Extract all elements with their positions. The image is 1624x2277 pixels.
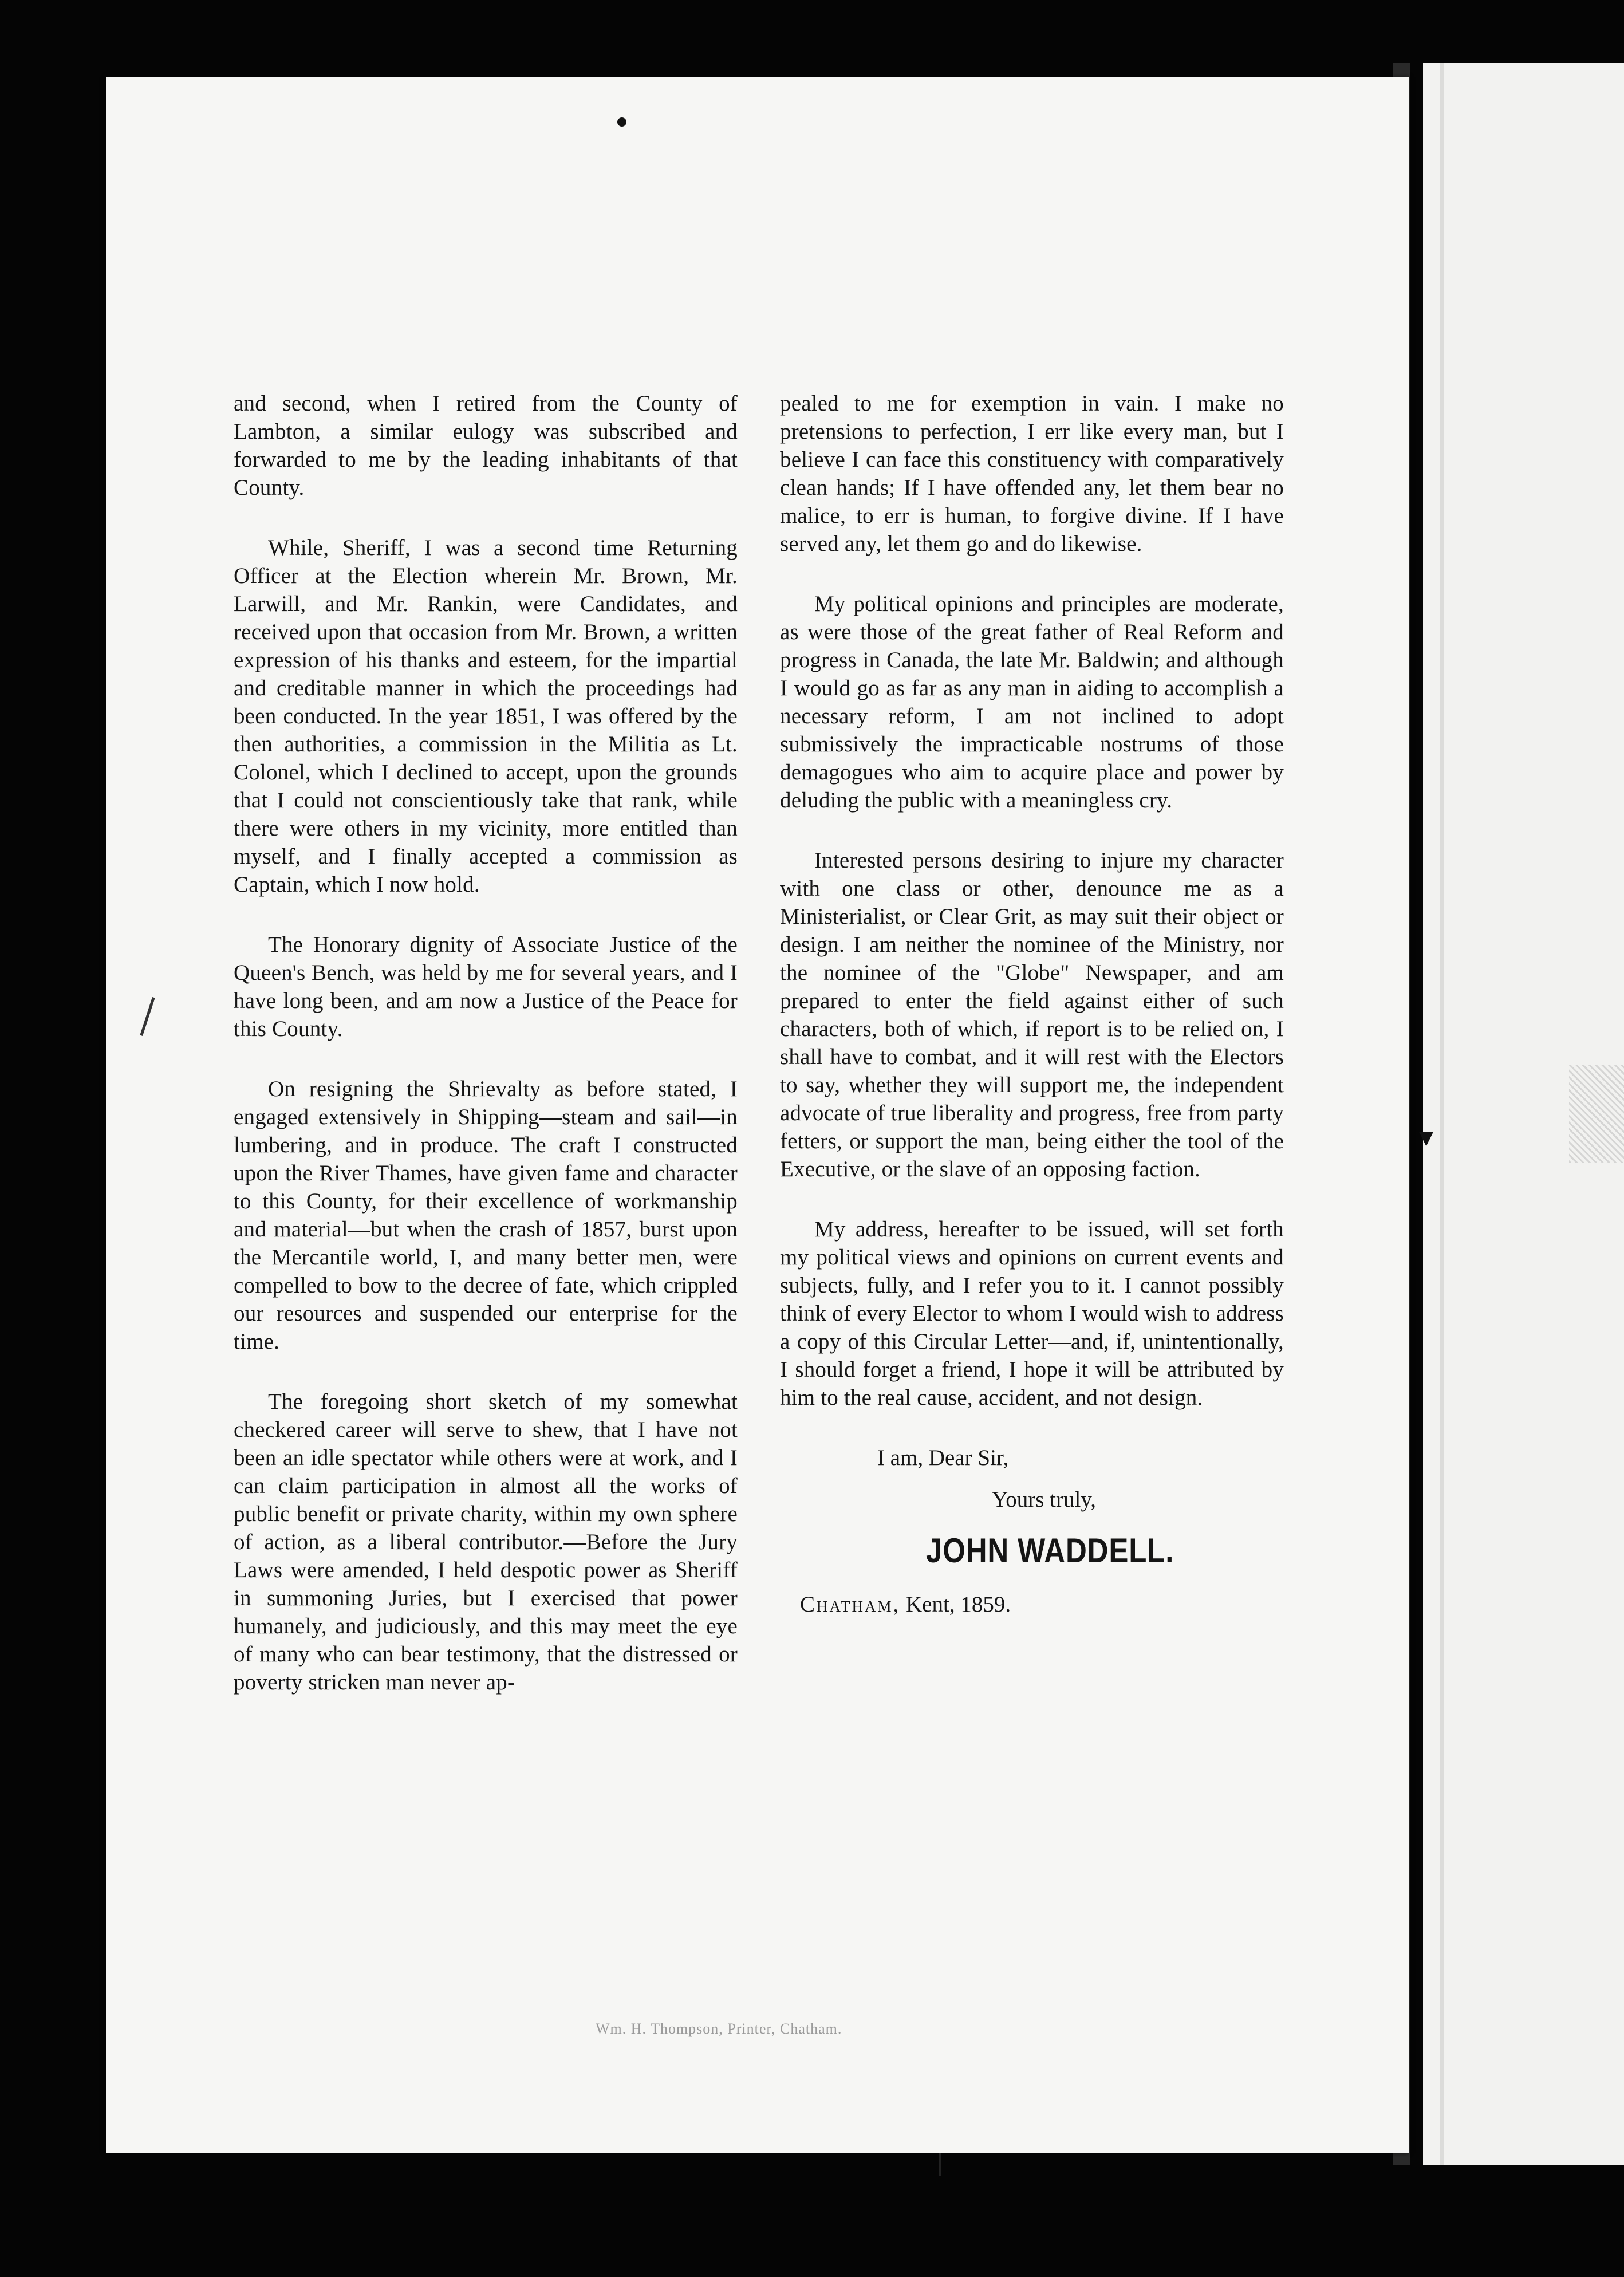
closing-salutation: I am, Dear Sir, <box>877 1445 1009 1470</box>
paragraph: The foregoing short sketch of my somewhat checkered career will serve to shew, that I have not been an idle spectator while others were at work, and I can claim participation in almost all the works of public benefit or private charity, within my own sphere of action, as a liberal contributor.—Before the Jury Laws were amended, I held despotic power as Sheriff in summoning Juries, but I exercised that power humanely, and judiciously, and this may meet the eye of many who can bear testimony, that the distressed or poverty stricken man never ap- <box>234 1389 738 1695</box>
paragraph: My political opinions and principles are moderate, as were those of the great father of Real Reform and progress in Canada, the late Mr. Baldwin; and although I would go as far as any man in aiding to accomplish a necessary reform, I am not inclined to adopt submissively the impracticable nostrums of those demagogues who aim to acquire place and power by deluding the public with a meaningless cry. <box>780 592 1284 813</box>
place-date: Kent, 1859. <box>900 1592 1011 1617</box>
paragraph: pealed to me for exemption in vain. I make no pretensions to perfection, I err like every man, but I believe I can face this constituency with comparatively clean hands; If I have offended any, let them bear no malice, to err is human, to forgive divine. If I have served any, let them go and do likewise. <box>780 391 1284 556</box>
adjacent-page-bleed <box>1569 1065 1624 1163</box>
left-text-column <box>234 389 738 1728</box>
paragraph: Interested persons desiring to injure my character with one class or other, denounce me as a Ministerialist, or Clear Grit, as may suit their object or design. I am neither the nominee of the Ministry, nor the nominee of the "Globe" Newspaper, and am prepared to enter the field against either of such characters, both of which, if report is to be relied on, I shall have to combat, and it will rest with the Electors to say, whether they will support me, the independent advocate of true liberality and progress, free from party fetters, or support the man, being either the tool of the Executive, or the slave of an opposing faction. <box>780 848 1284 1181</box>
adjacent-page-fold <box>1440 63 1444 2165</box>
paragraph: On resigning the Shrievalty as before stated, I engaged extensively in Shipping—steam and sail—in lumbering, and in produce. The craft I constructed upon the River Thames, have given fame and character to this County, for their excellence of workmanship and material—but when the crash of 1857, burst upon the Mercantile world, I, and many better men, were compelled to bow to the decree of fate, which crippled our resources and suspended our enterprise for the time. <box>234 1077 738 1354</box>
paragraph: The Honorary dignity of Associate Justice of the Queen's Bench, was held by me for several years, and I have long been, and am now a Justice of the Peace for this County. <box>234 932 738 1041</box>
bottom-pen-mark <box>939 2153 941 2176</box>
margin-arrow-mark: ▾ <box>1419 1121 1434 1153</box>
ink-dot-mark <box>617 117 626 127</box>
place-town: Chatham, <box>800 1592 901 1617</box>
paragraph: While, Sheriff, I was a second time Returning Officer at the Election wherein Mr. Brown, Mr. Larwill, and Mr. Rankin, were Candidates, and received upon that occasion from Mr. Brown, a written expression of his thanks and esteem, for the impartial and creditable manner in which the proceedings had been conducted. In the year 1851, I was offered by the then authorities, a commission in the Militia as Lt. Colonel, which I declined to accept, upon the grounds that I could not conscientiously take that rank, while there were others in my vicinity, more entitled than myself, and I finally accepted a commission as Captain, which I now hold. <box>234 535 738 897</box>
paragraph: My address, hereafter to be issued, will set forth my political views and opinions on current events and subjects, fully, and I refer you to it. I cannot possibly think of every Elector to whom I would wish to address a copy of this Circular Letter—and, if, unintentionally, I should forget a friend, I hope it will be attributed by him to the real cause, accident, and not design. <box>780 1217 1284 1410</box>
paragraph: and second, when I retired from the County of Lambton, a similar eulogy was subscribed and forwarded to me by the leading inhabitants of that County. <box>234 391 738 500</box>
right-text-column <box>780 389 1284 1618</box>
place-date-line <box>780 1590 1284 1618</box>
signature-name: JOHN WADDELL. <box>926 1531 1174 1570</box>
closing-yours: Yours truly, <box>992 1487 1097 1512</box>
printer-imprint: Wm. H. Thompson, Printer, Chatham. <box>596 2020 842 2037</box>
